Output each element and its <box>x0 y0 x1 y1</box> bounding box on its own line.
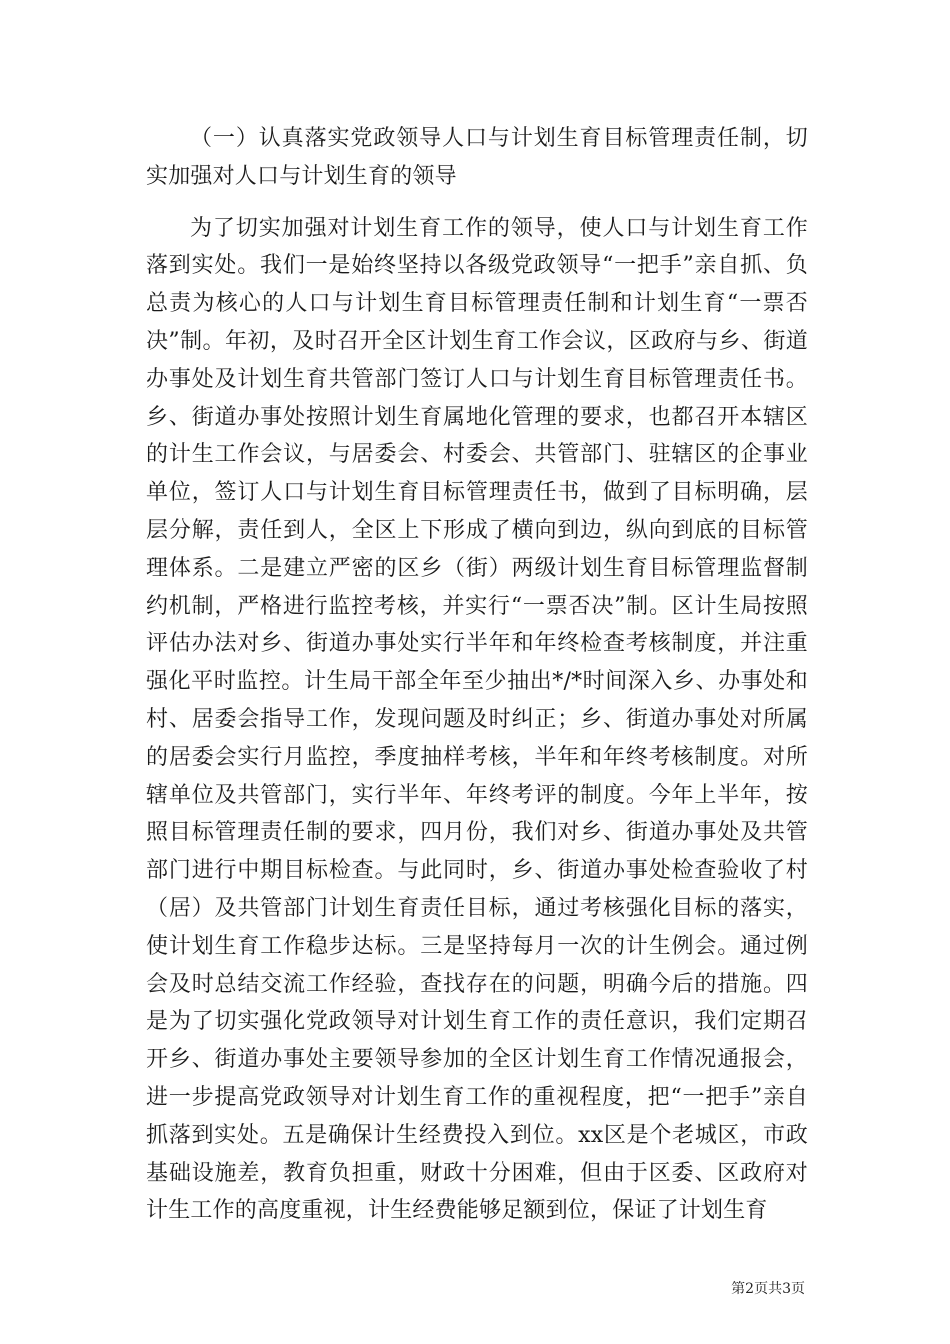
document-body <box>146 120 808 1230</box>
page-number-footer: 第2页共3页 <box>731 1281 805 1297</box>
section-heading: （一）认真落实党政领导人口与计划生育目标管理责任制，切实加强对人口与计划生育的领导 <box>146 126 808 189</box>
body-paragraph: 为了切实加强对计划生育工作的领导，使人口与计划生育工作落到实处。我们一是始终坚持以各级党政领导“一把手”亲自抓、负总责为核心的人口与计划生育目标管理责任制和计划生育“一票否决”制。年初，及时召开全区计划生育工作会议，区政府与乡、街道办事处及计划生育共管部门签订人口与计划生育目标管理责任书。乡、街道办事处按照计划生育属地化管理的要求，也都召开本辖区的计生工作会议，与居委会、村委会、共管部门、驻辖区的企事业单位，签订人口与计划生育目标管理责任书，做到了目标明确，层层分解，责任到人，全区上下形成了横向到边，纵向到底的目标管理体系。二是建立严密的区乡（街）两级计划生育目标管理监督制约机制，严格进行监控考核，并实行“一票否决”制。区计生局按照评估办法对乡、街道办事处实行半年和年终检查考核制度，并注重强化平时监控。计生局干部全年至少抽出*/*时间深入乡、办事处和村、居委会指导工作，发现问题及时纠正；乡、街道办事处对所属的居委会实行月监控，季度抽样考核，半年和年终考核制度。对所辖单位及共管部门，实行半年、年终考评的制度。今年上半年，按照目标管理责任制的要求，四月份，我们对乡、街道办事处及共管部门进行中期目标检查。与此同时，乡、街道办事处检查验收了村（居）及共管部门计划生育责任目标，通过考核强化目标的落实，使计划生育工作稳步达标。三是坚持每月一次的计生例会。通过例会及时总结交流工作经验，查找存在的问题，明确今后的措施。四是为了切实强化党政领导对计划生育工作的责任意识，我们定期召开乡、街道办事处主要领导参加的全区计划生育工作情况通报会，进一步提高党政领导对计划生育工作的重视程度，把“一把手”亲自抓落到实处。五是确保计生经费投入到位。xx区是个老城区，市政基础设施差，教育负担重，财政十分困难，但由于区委、区政府对计生工作的高度重视，计生经费能够足额到位，保证了计划生育 <box>146 215 808 1224</box>
